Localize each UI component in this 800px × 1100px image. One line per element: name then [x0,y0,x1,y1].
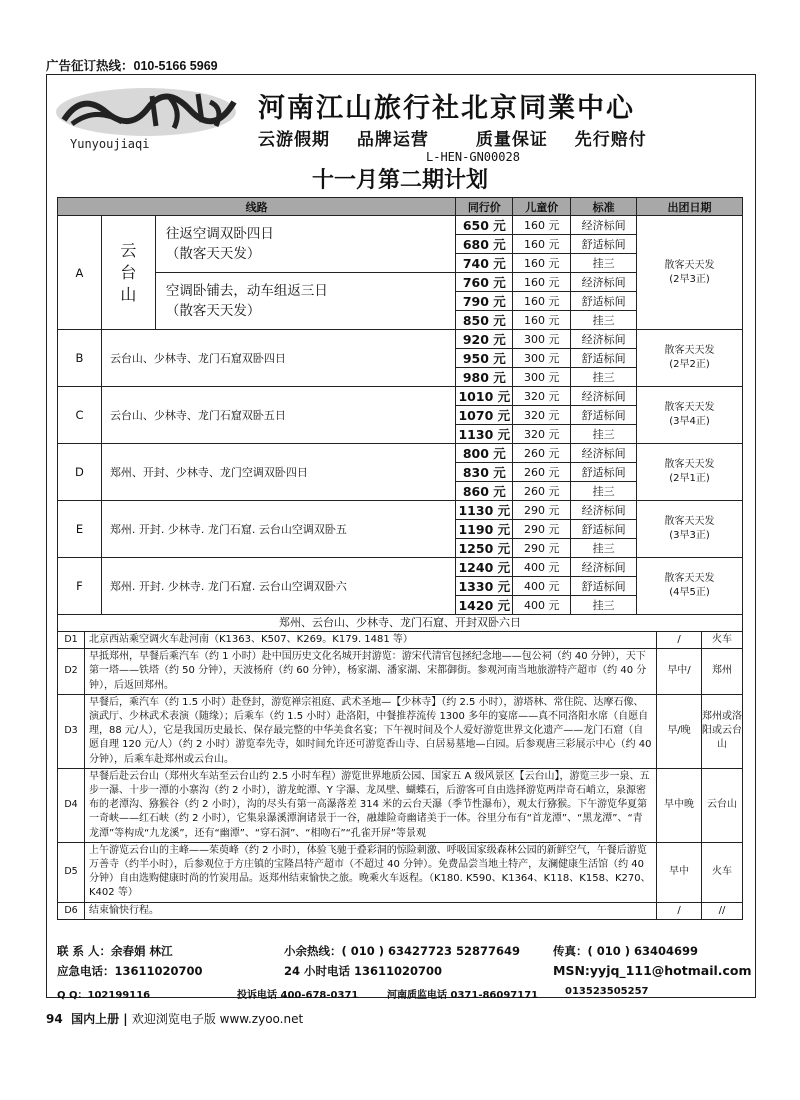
table-row [58,501,743,520]
logo-text: Yunyoujiaqi [70,137,150,151]
standard-cell: 经济标间 [571,216,637,235]
standard-cell: 经济标间 [571,558,637,577]
license-number: L-HEN-GN00028 [426,150,520,164]
price-cell: 830 元 [456,463,513,482]
ad-hotline: 广告征订热线：010-5166 5969 [46,59,218,73]
emergency-phone: 应急电话：13611020700 [57,964,203,978]
day-description: 早餐后赴云台山（郑州火车站至云台山约 2.5 小时车程）游览世界地质公园、国家五 A 级风景区【云台山】，游览三步一泉、五步一瀑、十步一潭的小寨沟（约 2 小时），游龙蛇潭、Y 字瀑、龙凤壁、蝴蝶石，后游客可自由选择游览两岸奇石峭立，泉源密布的老潭沟、猕猴谷（约 2 小时），沟的尽头有第一高瀑落差 314 米的云台天瀑（季节性瀑布），观太行猕猴。下午游览华夏第一奇峡——红石峡（约 2 小时），它集泉瀑溪潭涧诸景于一谷，融雄险奇幽诸美于一体。谷里分布有“首龙潭”、“黑龙潭”、“青龙潭”等构成“九龙溪”，还有“幽潭”、“穿石洞”、“相吻石”“孔雀开屏”等景观 [85,768,657,842]
day-label: D6 [58,902,85,919]
subroute-2: 空调卧铺去，动车组返三日 （散客天天发） [155,273,455,330]
footer-section: 国内上册 [71,1012,120,1026]
price-cell: 1070 元 [456,406,513,425]
fax: 传真：( 010 ) 63404699 [553,944,699,958]
day-meals: / [657,902,702,919]
standard-cell: 挂三 [571,482,637,501]
slogan-2: 品牌运营 [356,130,429,150]
price-cell: 950 元 [456,349,513,368]
table-row [58,387,743,406]
route-name: 郑州. 开封. 少林寺. 龙门石窟. 云台山空调双卧六 [101,558,455,615]
itinerary-row [58,902,743,919]
price-cell: 680 元 [456,235,513,254]
price-cell: 920 元 [456,330,513,349]
tour-price-table [57,197,743,615]
child-price-cell: 400 元 [513,596,571,615]
day-meals: 早中/ [657,649,702,695]
price-cell: 740 元 [456,254,513,273]
child-price-cell: 320 元 [513,406,571,425]
child-price-cell: 260 元 [513,444,571,463]
child-price-cell: 400 元 [513,558,571,577]
price-cell: 790 元 [456,292,513,311]
standard-cell: 舒适标间 [571,235,637,254]
page-footer: 94 国内上册 | 欢迎浏览电子版 www.zyoo.net [46,1012,304,1026]
standard-cell: 经济标间 [571,444,637,463]
child-price-cell: 160 元 [513,254,571,273]
standard-cell: 挂三 [571,368,637,387]
departure-cell: 散客天天发 (3早3正) [637,501,743,558]
table-row [58,558,743,577]
day-transport: 郑州 [702,649,743,695]
child-price-cell: 160 元 [513,292,571,311]
standard-cell: 舒适标间 [571,577,637,596]
standard-cell: 舒适标间 [571,349,637,368]
day-description: 早餐后，乘汽车（约 1.5 小时）赴登封，游览禅宗祖庭、武术圣地—【少林寺】（约 2.5 小时），游塔林、常住院、达摩石像、演武厅、少林武术表演（随缘）；后乘车（约 1.5 小时）赴洛阳，中餐推荐流传 1300 多年的宴席——真不同洛阳水席（自愿自理，88 元/人），它是我国历史最长、保存最完整的中华美食名宴；下午视时间及个人爱好游览世界文化遗产——龙门石窟（自愿自理 120 元/人）（约 2 小时）游览奉先寺，如时间允许还可游览香山寺、白居易墓地—白园。后参观唐三彩展示中心（约 40 分钟），后乘车赴郑州或云台山。 [85,694,657,768]
page-number: 94 [46,1012,63,1026]
child-price-cell: 160 元 [513,235,571,254]
header-standard: 标准 [571,198,637,216]
hotline-24h: 24 小时电话 13611020700 [284,964,443,978]
standard-cell: 舒适标间 [571,292,637,311]
day-transport: 云台山 [702,768,743,842]
table-row [58,330,743,349]
price-cell: 1010 元 [456,387,513,406]
itinerary-row [58,694,743,768]
day-description: 结束愉快行程。 [85,902,657,919]
price-cell: 1330 元 [456,577,513,596]
day-meals: 早中 [657,842,702,902]
msn: MSN:yyjq_111@hotmail.com [553,963,752,978]
route-name: 郑州、开封、少林寺、龙门空调双卧四日 [101,444,455,501]
day-transport: // [702,902,743,919]
child-price-cell: 320 元 [513,425,571,444]
slogan-1: 云游假期 [258,130,330,150]
day-description: 上午游览云台山的主峰——茱萸峰（约 2 小时），体验飞驰于叠彩洞的惊险刺激、呼吸国家级森林公园的新鲜空气，午餐后游览万善寺（约半小时），后参观位于方庄镇的宝隆昌特产超市（不超过 40 分钟）。免费品尝当地土特产，友澜健康生活馆（约 40 分钟）自由选购健康时尚的竹炭用品。返郑州结束愉快之旅。晚乘火车返程。（K180. K590、K1364、K118、K158、K270、K402 等） [85,842,657,902]
standard-cell: 挂三 [571,254,637,273]
child-price-cell: 260 元 [513,463,571,482]
price-cell: 800 元 [456,444,513,463]
qq: Q Q：102199116 [57,990,151,1001]
contact-person: 联 系 人：余春娟 林江 [57,944,173,958]
price-cell: 980 元 [456,368,513,387]
company-logo [52,82,240,154]
subroute-1: 往返空调双卧四日 （散客天天发） [155,216,455,273]
header-departure: 出团日期 [637,198,743,216]
departure-cell: 散客天天发 (2早2正) [637,330,743,387]
supervise-phone: 河南质监电话 0371-86097171 [387,990,539,1001]
day-meals: 早/晚 [657,694,702,768]
company-name: 河南江山旅行社北京同業中心 [258,93,635,124]
day-transport: 火车 [702,842,743,902]
child-price-cell: 260 元 [513,482,571,501]
slogans [258,125,667,150]
price-cell: 860 元 [456,482,513,501]
itinerary-row [58,649,743,695]
child-price-cell: 160 元 [513,216,571,235]
footer-text: 欢迎浏览电子版 www.zyoo.net [131,1012,304,1026]
slogan-3: 质量保证 [475,130,548,150]
group-code: F [58,558,102,615]
day-label: D1 [58,632,85,649]
price-cell: 760 元 [456,273,513,292]
day-transport: 郑州或洛阳或云台山 [702,694,743,768]
group-code: B [58,330,102,387]
table-row [58,444,743,463]
child-price-cell: 290 元 [513,501,571,520]
day-label: D5 [58,842,85,902]
child-price-cell: 290 元 [513,520,571,539]
page-title: 十一月第二期计划 [311,168,488,193]
price-cell: 850 元 [456,311,513,330]
price-cell: 1250 元 [456,539,513,558]
group-code: A [58,216,102,330]
standard-cell: 挂三 [571,425,637,444]
price-cell: 650 元 [456,216,513,235]
price-cell: 1420 元 [456,596,513,615]
day-description: 北京西站乘空调火车赴河南（K1363、K507、K269。K179. 1481 等） [85,632,657,649]
day-label: D4 [58,768,85,842]
table-row [58,216,743,235]
day-transport: 火车 [702,632,743,649]
child-price-cell: 300 元 [513,330,571,349]
child-price-cell: 320 元 [513,387,571,406]
group-code: C [58,387,102,444]
standard-cell: 经济标间 [571,273,637,292]
day-meals: 早中晚 [657,768,702,842]
standard-cell: 经济标间 [571,330,637,349]
price-cell: 1130 元 [456,425,513,444]
child-price-cell: 160 元 [513,311,571,330]
child-price-cell: 300 元 [513,368,571,387]
slogan-4: 先行赔付 [574,130,647,150]
day-label: D2 [58,649,85,695]
itinerary-row [58,768,743,842]
itinerary-table [57,614,743,920]
route-name: 云台山、少林寺、龙门石窟双卧五日 [101,387,455,444]
price-cell: 1190 元 [456,520,513,539]
child-price-cell: 160 元 [513,273,571,292]
child-price-cell: 300 元 [513,349,571,368]
child-price-cell: 290 元 [513,539,571,558]
standard-cell: 挂三 [571,539,637,558]
itinerary-row [58,632,743,649]
complaint-phone: 投诉电话 400-678-0371 [237,990,359,1001]
departure-cell: 散客天天发 (4早5正) [637,558,743,615]
header-child: 儿童价 [513,198,571,216]
hotline: 小余热线：( 010 ) 63427723 52877649 [284,944,521,958]
standard-cell: 舒适标间 [571,463,637,482]
standard-cell: 舒适标间 [571,406,637,425]
header-price: 同行价 [456,198,513,216]
standard-cell: 经济标间 [571,387,637,406]
departure-cell: 散客天天发 (2早1正) [637,444,743,501]
standard-cell: 舒适标间 [571,520,637,539]
day-meals: / [657,632,702,649]
child-price-cell: 400 元 [513,577,571,596]
standard-cell: 挂三 [571,596,637,615]
day-label: D3 [58,694,85,768]
group-code: D [58,444,102,501]
route-name: 郑州. 开封. 少林寺. 龙门石窟. 云台山空调双卧五 [101,501,455,558]
standard-cell: 经济标间 [571,501,637,520]
table-header [58,198,743,216]
price-cell: 1130 元 [456,501,513,520]
departure-cell: 散客天天发 (3早4正) [637,387,743,444]
standard-cell: 挂三 [571,311,637,330]
itinerary-title: 郑州、云台山、少林寺、龙门石窟、开封双卧六日 [58,615,743,632]
price-cell: 1240 元 [456,558,513,577]
group-location: 云 台 山 [101,216,155,330]
itinerary-row [58,842,743,902]
header-route: 线路 [58,198,456,216]
day-description: 早抵郑州，早餐后乘汽车（约 1 小时）赴中国历史文化名城开封游览：游宋代清官包拯纪念地——包公祠（约 40 分钟），天下第一塔——铁塔（约 50 分钟），天波杨府（约 60 分钟），杨家湖、潘家湖、宋都御街。参观河南当地旅游特产超市（约 40 分钟），后返回郑州。 [85,649,657,695]
group-code: E [58,501,102,558]
departure-cell: 散客天天发 (2早3正) [637,216,743,330]
route-name: 云台山、少林寺、龙门石窟双卧四日 [101,330,455,387]
other-phone: 013523505257 [565,986,649,997]
